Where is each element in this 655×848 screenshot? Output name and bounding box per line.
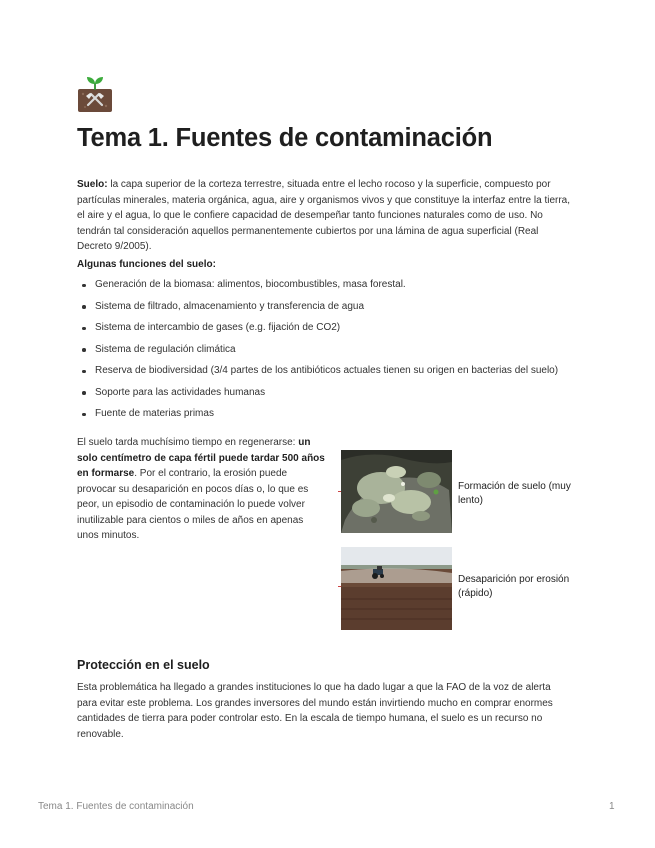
figure-marker: [338, 586, 341, 587]
functions-title: Algunas funciones del suelo:: [77, 259, 216, 270]
figure-marker: [338, 491, 341, 492]
regeneration-rest: . Por el contrario, la erosión puede provocar su desaparición en pocos días o, lo que es peor, un episodio de contaminación lo puede volver inutilizable para cientos o miles de años en apenas unos minutos.: [77, 468, 309, 541]
footer-title: Tema 1. Fuentes de contaminación: [38, 801, 194, 812]
figure-caption: Desaparición por erosión (rápido): [458, 574, 570, 599]
seedling-soil-icon: [77, 75, 113, 113]
protection-paragraph: Esta problemática ha llegado a grandes instituciones lo que ha dado lugar a que la FAO de la voz de alerta para evitar este problema. Los grandes inversores del mundo están invirtiendo mucho en comprar enormes cantidades de tierra para poder controlar esto. En la escala de tiempo humana, el suelo es un recurso no renovable.: [77, 682, 553, 740]
page-number: 1: [609, 801, 615, 812]
list-item: Sistema de filtrado, almacenamiento y transferencia de agua: [77, 299, 577, 321]
intro-term: Suelo:: [77, 179, 108, 190]
intro-paragraph: [77, 177, 572, 255]
section-title: Protección en el suelo: [77, 658, 210, 672]
list-item: Soporte para las actividades humanas: [77, 385, 577, 407]
functions-list: [77, 277, 577, 428]
list-item: Reserva de biodiversidad (3/4 partes de los antibióticos actuales tienen su origen en bacterias del suelo): [77, 363, 577, 385]
list-item: Fuente de materias primas: [77, 406, 577, 428]
page-title: Tema 1. Fuentes de contaminación: [77, 124, 493, 152]
soil-formation-image: [341, 450, 452, 533]
list-item: Sistema de intercambio de gases (e.g. fijación de CO2): [77, 320, 577, 342]
regeneration-paragraph: [77, 435, 327, 544]
erosion-image: [341, 547, 452, 630]
list-item: Sistema de regulación climática: [77, 342, 577, 364]
figure-caption: Formación de suelo (muy lento): [458, 481, 571, 506]
list-item: Generación de la biomasa: alimentos, biocombustibles, masa forestal.: [77, 277, 577, 299]
regeneration-bold: un solo centímetro de capa fértil puede tardar 500 años en formarse: [77, 437, 325, 479]
regeneration-lead: El suelo tarda muchísimo tiempo en regenerarse:: [77, 437, 299, 448]
intro-text: la capa superior de la corteza terrestre, situada entre el lecho rocoso y la superficie, compuesto por partículas minerales, materia orgánica, agua, aire y organismos vivos y que constituye la interfaz entre la tierra, el aire y el agua, lo que le confiere capacidad de desempeñar tanto funciones naturales como de uso. No tendrán tal consideración aquellos permanentemente cubiertos por una lámina de agua superficial (Real Decreto 9/2005).: [77, 179, 571, 252]
